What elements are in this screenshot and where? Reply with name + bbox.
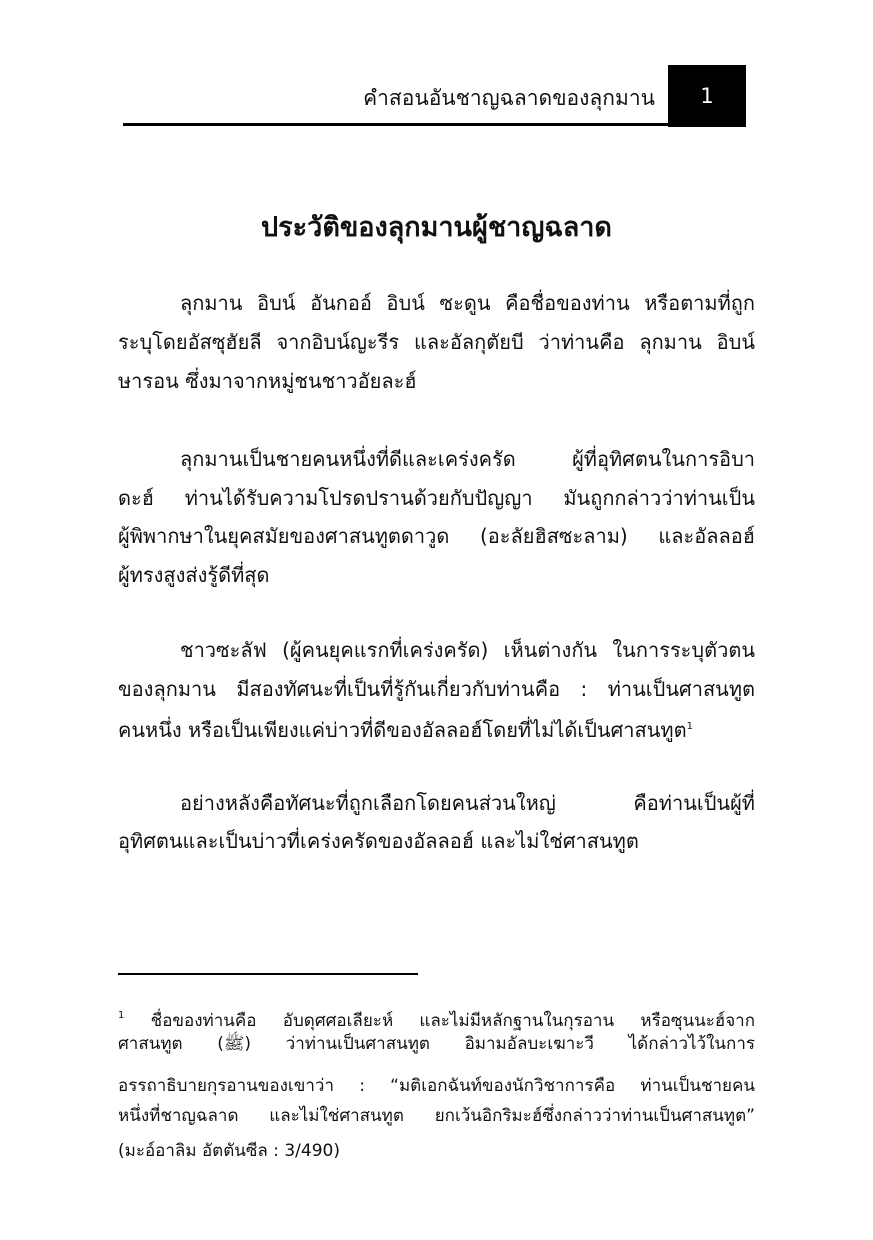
paragraph-line: ผู้พิพากษาในยุคสมัยของศาสนทูตดาวูด (อะลัยฮิสซะลาม) และอัลลอฮ์ (118, 524, 755, 548)
paragraph-line: ชาวซะลัฟ (ผู้คนยุคแรกที่เคร่งครัด) เห็นต่างกัน ในการระบุตัวตน (180, 638, 755, 662)
header-rule (123, 123, 668, 126)
paragraph-line: อุทิศตนและเป็นบ่าวที่เคร่งครัดของอัลลอฮ์ และไม่ใช่ศาสนทูต (118, 829, 639, 853)
paragraph-line: ดะฮ์ ท่านได้รับความโปรดปรานด้วยกับปัญญา มันถูกกล่าวว่าท่านเป็น (118, 486, 755, 510)
paragraph-line: ระบุโดยอัสซุฮัยลี จากอิบน์ญะรีร และอัลกุตัยบี ว่าท่านคือ ลุกมาน อิบน์ (118, 330, 755, 354)
paragraph-line: ลุกมานเป็นชายคนหนึ่งที่ดีและเคร่งครัด ผู้ที่อุทิศตนในการอิบา (180, 447, 755, 471)
footnote-line: อรรถาธิบายกุรอานของเขาว่า : “มติเอกฉันท์ของนักวิชาการคือ ท่านเป็นชายคน (118, 1076, 755, 1096)
footnote-line: (มะอ์อาลิม อัตตันซีล : 3/490) (118, 1141, 340, 1161)
paragraph-line: ของลุกมาน มีสองทัศนะที่เป็นที่รู้กันเกี่ยวกับท่านคือ : ท่านเป็นศาสนทูต (118, 677, 755, 701)
footnote-text: ชื่อของท่านคือ อับดุศศอเลียะห์ และไม่มีหลักฐานในกุรอาน หรือซุนนะฮ์จาก (150, 1011, 756, 1031)
chapter-title: ประวัติของลุกมานผู้ชาญฉลาด (261, 212, 612, 243)
footnote-separator (118, 973, 418, 975)
paragraph-line: ลุกมาน อิบน์ อันกออ์ อิบน์ ซะดูน คือชื่อของท่าน หรือตามที่ถูก (180, 291, 755, 315)
running-title: คำสอนอันชาญฉลาดของลุกมาน (363, 86, 655, 110)
paragraph-line-text: คนหนึ่ง หรือเป็นเพียงแค่บ่าวที่ดีของอัลลอฮ์โดยที่ไม่ได้เป็นศาสนทูต (118, 718, 687, 742)
footnote-marker: 1 (118, 1010, 125, 1021)
paragraph-line: ผู้ทรงสูงส่งรู้ดีที่สุด (118, 563, 270, 587)
footnote-line: ศาสนทูต (ﷺ) ว่าท่านเป็นศาสนทูต อิมามอัลบะเฆาะวี ได้กล่าวไว้ในการ (118, 1034, 755, 1054)
footnote-reference[interactable]: 1 (686, 721, 693, 732)
footnote-line: หนึ่งที่ชาญฉลาด และไม่ใช่ศาสนทูต ยกเว้นอิกริมะฮ์ซึ่งกล่าวว่าท่านเป็นศาสนทูต” (118, 1106, 755, 1126)
page-number: 1 (668, 65, 746, 127)
paragraph-line (118, 713, 755, 744)
paragraph-line: อย่างหลังคือทัศนะที่ถูกเลือกโดยคนส่วนใหญ่ คือท่านเป็นผู้ที่ (180, 791, 755, 815)
paragraph-line: ษารอน ซึ่งมาจากหมู่ชนชาวอัยละฮ์ (118, 369, 417, 393)
